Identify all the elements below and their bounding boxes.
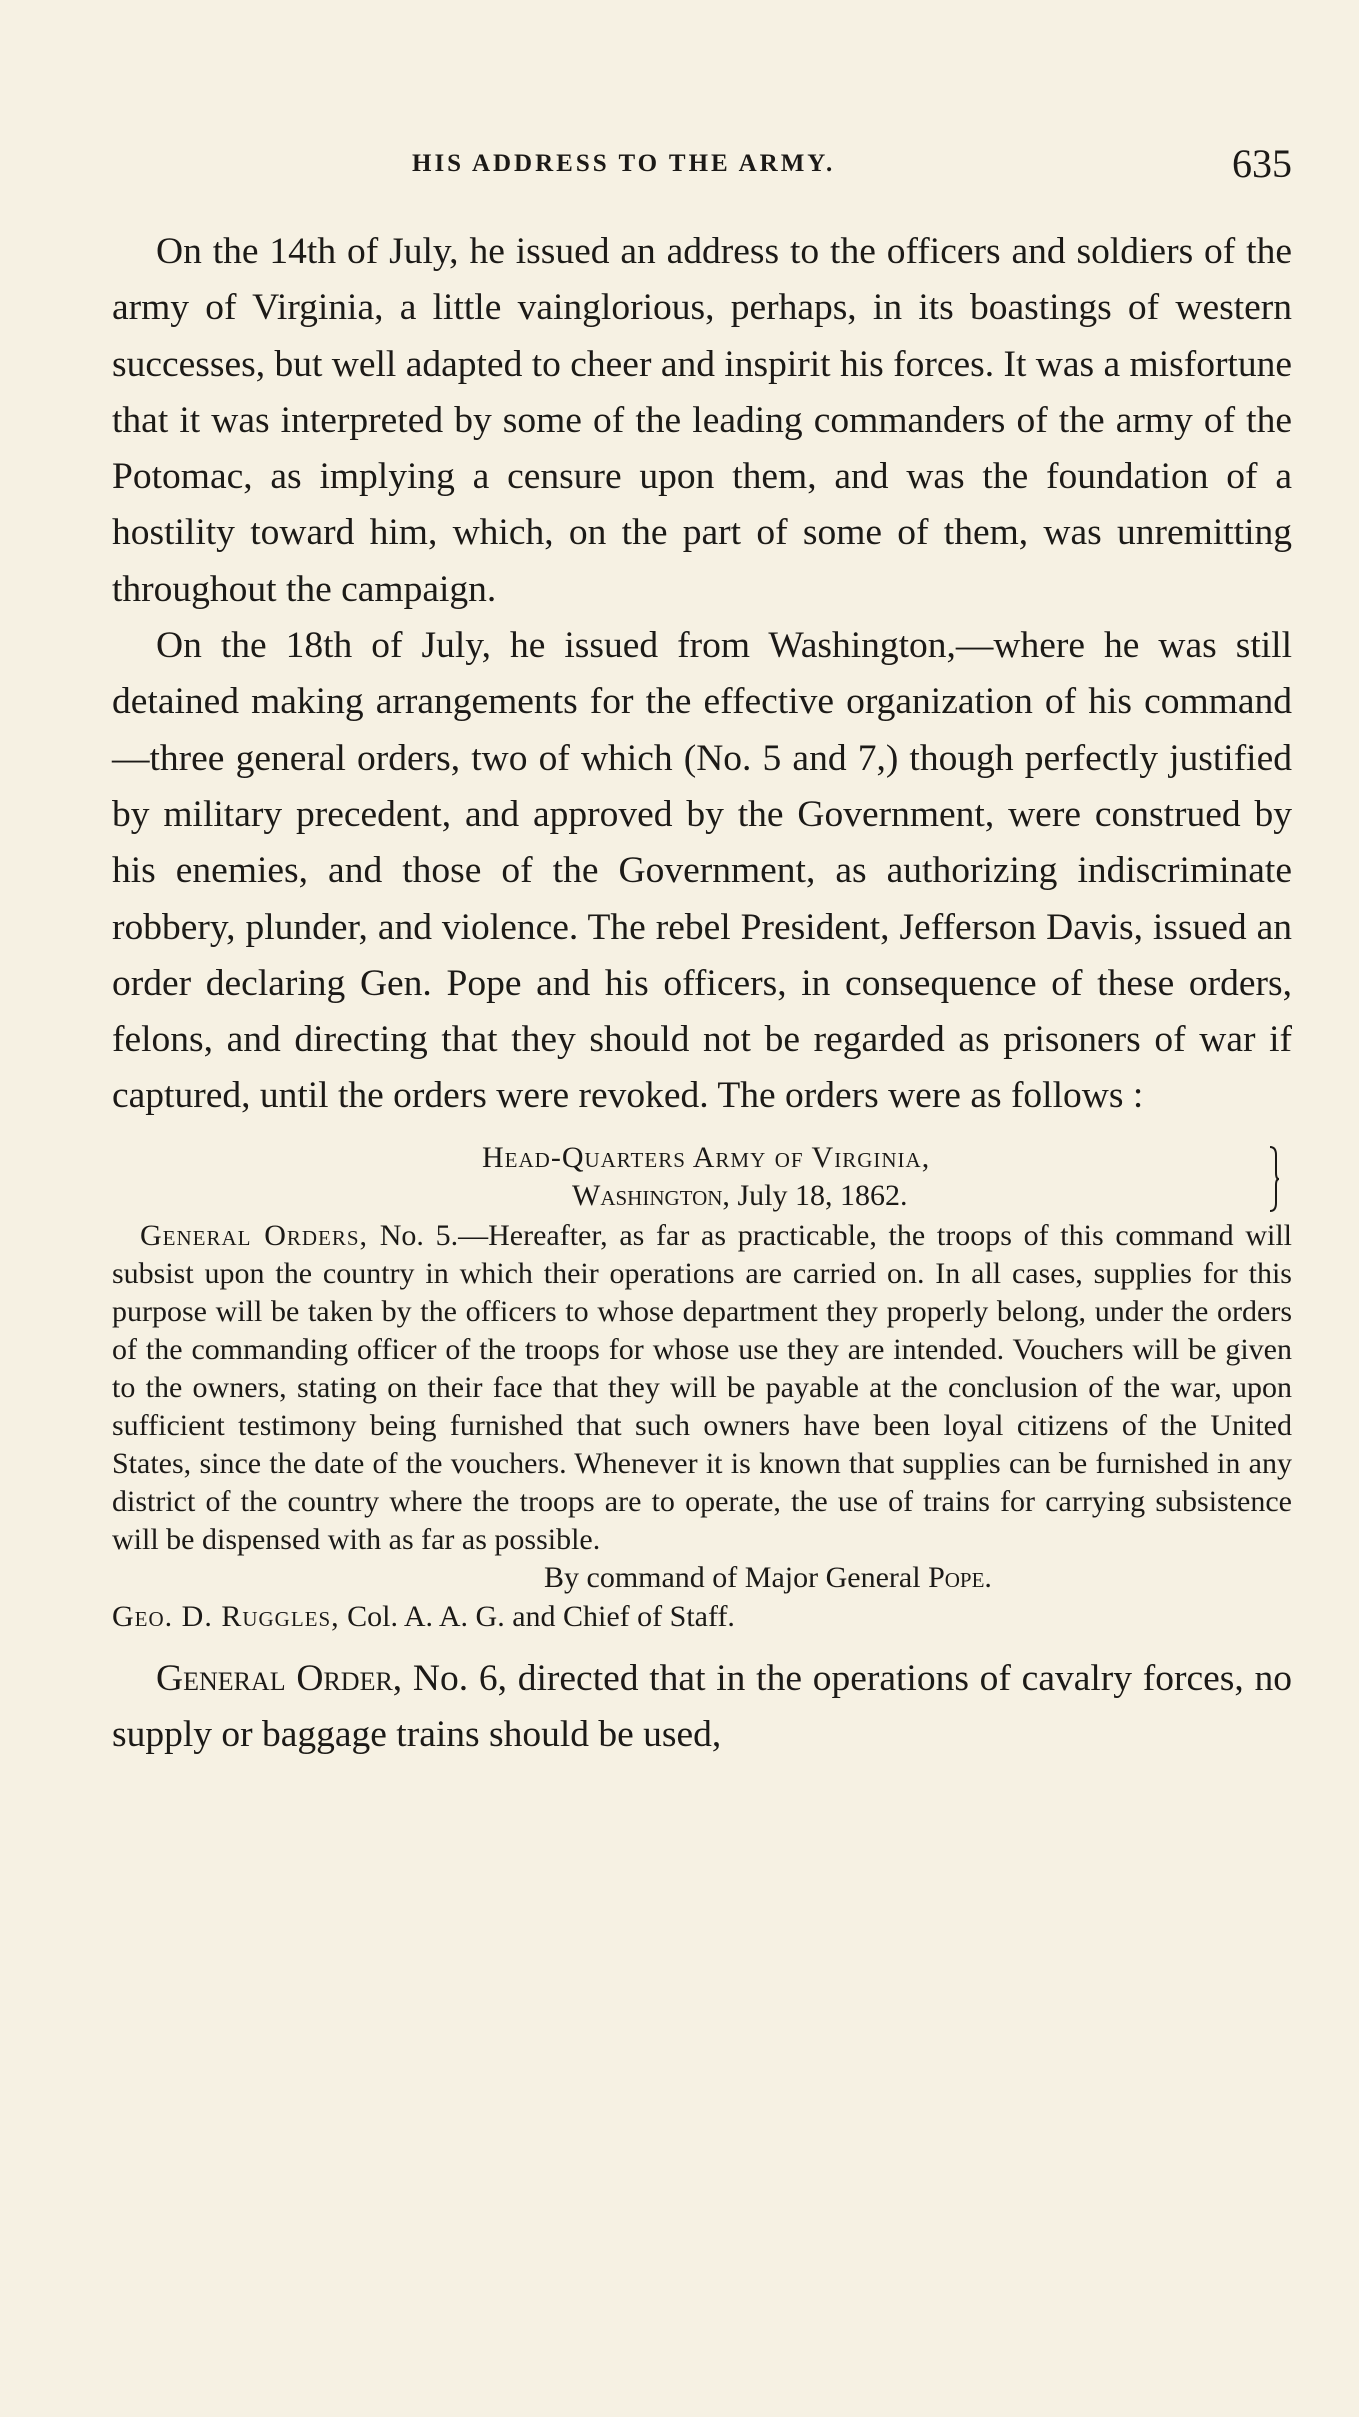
curly-brace-icon: [1268, 1145, 1280, 1213]
order6-label: General Order,: [156, 1657, 403, 1699]
signatory-name: Geo. D. Ruggles,: [112, 1599, 340, 1633]
general-orders-no5: [112, 1217, 1292, 1559]
signatory-title: Col. A. A. G. and Chief of Staff.: [347, 1599, 735, 1633]
paragraph-general-order-6: [112, 1651, 1292, 1764]
dateline-city: Washington,: [572, 1178, 730, 1212]
order-label: General Orders,: [140, 1218, 369, 1252]
dateline-date: July 18, 1862.: [737, 1178, 908, 1212]
order-text: —Hereafter, as far as practicable, the troops of this command will subsist upon the country in which their operations are carried on. In all cases, supplies for this purpose will be taken by the officers to whose department they properly belong, under the orders of the commanding officer of the troops for whose use they are intended. Vouchers will be given to the owners, stating on their face that they will be payable at the conclusion of the war, upon sufficient testimony being furnished that such owners have been loyal citizens of the United States, since the date of the vouchers. Whenever it is known that supplies can be furnished in any district of the country where the troops are to operate, the use of trains for carrying subsistence will be dispensed with as far as possible.: [112, 1218, 1292, 1556]
page-number: 635: [1232, 141, 1292, 186]
paragraph-address: On the 14th of July, he issued an address to the officers and soldiers of the army of Virginia, a little vainglorious, perhaps, in its boastings of western successes, but well adapted to cheer and inspirit his forces. It was a misfortune that it was interpreted by some of the leading commanders of the army of the Potomac, as implying a censure upon them, and was the foundation of a hostility toward him, which, on the part of some of them, was unremitting throughout the campaign.: [112, 231, 1292, 610]
dateline: [112, 1139, 1292, 1215]
page-header: [112, 140, 1292, 190]
paragraph-general-orders: On the 18th of July, he issued from Washington,—where he was still detained making arrangements for the effective organization of his command—three general orders, two of which (No. 5 and 7,) though perfectly justified by military precedent, and approved by the Government, were construed by his enemies, and those of the Government, as authorizing indiscriminate robbery, plunder, and violence. The rebel President, Jefferson Davis, issued an order declaring Gen. Pope and his officers, in consequence of these orders, felons, and directing that they should not be regarded as prisoners of war if captured, until the orders were revoked. The orders were as follows :: [112, 625, 1292, 1117]
commander-name: Pope.: [928, 1560, 992, 1594]
running-head: HIS ADDRESS TO THE ARMY.: [412, 150, 836, 177]
by-command-line: [112, 1559, 1292, 1597]
dateline-headquarters: Head-Quarters Army of Virginia,: [482, 1140, 931, 1174]
dateline-place-date: [482, 1177, 1292, 1215]
order-number: No. 5.: [379, 1218, 459, 1252]
by-command-text: By command of Major General: [544, 1560, 921, 1594]
order6-text: No. 6, directed that in the operations of cavalry forces, no supply or baggage trains should be used,: [112, 1657, 1292, 1756]
body-text: [112, 224, 1292, 1763]
signature-line: [112, 1597, 1292, 1637]
